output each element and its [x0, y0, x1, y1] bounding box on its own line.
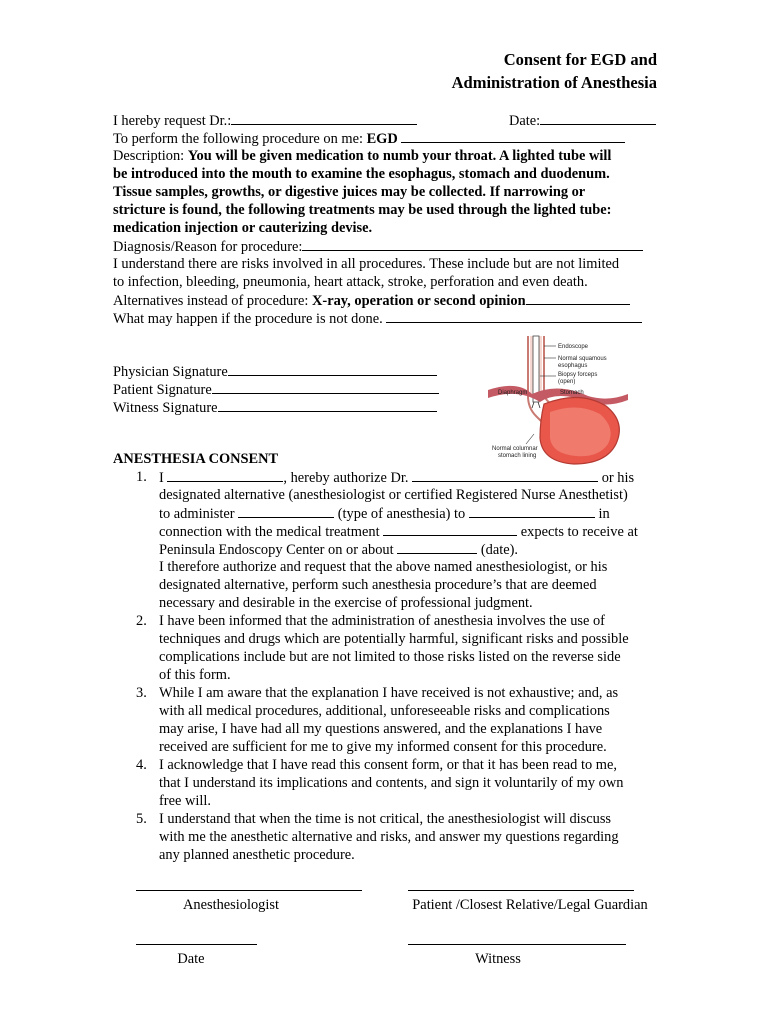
alternatives-value: X-ray, operation or second opinion	[312, 293, 526, 309]
item-1-line-3	[159, 504, 610, 523]
treatment-field[interactable]	[383, 522, 517, 536]
label-endoscope: Endoscope	[558, 344, 589, 350]
date-signature-line[interactable]	[136, 944, 257, 945]
procedure-row	[113, 129, 625, 148]
label-biopsy-1: Biopsy forceps	[558, 372, 598, 378]
description-label: Description:	[113, 148, 185, 164]
label-stomach: Stomach	[560, 390, 584, 396]
patient-signature-field[interactable]	[212, 380, 439, 394]
anesthesia-type-field[interactable]	[238, 504, 334, 518]
title-line-1: Consent for EGD and	[503, 50, 657, 69]
item-1-to-administer: to administer	[159, 506, 235, 522]
treatment-date-field[interactable]	[397, 540, 477, 554]
item-1-line-2: designated alternative (anesthesiologist or certified Registered Nurse Anesthetist)	[159, 487, 628, 503]
label-normal-squamous-1: Normal squamous	[558, 356, 607, 362]
doctor-name-field[interactable]	[231, 111, 417, 125]
item-2-number: 2.	[136, 613, 147, 629]
anesthesia-heading: ANESTHESIA CONSENT	[113, 451, 279, 467]
request-label: I hereby request Dr.:	[113, 113, 232, 129]
item-4-number: 4.	[136, 757, 147, 773]
patient-signature-label: Patient Signature	[113, 382, 212, 398]
item-3-line-1: While I am aware that the explanation I have received is not exhaustive; and, as	[159, 685, 619, 701]
item-1-line-5	[159, 540, 518, 559]
item-1-line-6: I therefore authorize and request that the above named anesthesiologist, or his	[159, 559, 608, 575]
item-5-line-3: any planned anesthetic procedure.	[159, 847, 355, 863]
description-text-1: You will be given medication to numb your throat. A lighted tube will	[187, 148, 612, 164]
item-1-i: I	[159, 470, 164, 486]
not-done-row	[113, 309, 642, 328]
page-title	[452, 48, 657, 94]
title-line-2: Administration of Anesthesia	[451, 73, 657, 92]
item-1-connection: connection with the medical treatment	[159, 524, 380, 540]
label-columnar-1: Normal columnar	[492, 446, 538, 452]
not-done-field[interactable]	[386, 309, 642, 323]
description-text-2: be introduced into the mouth to examine the esophagus, stomach and duodenum.	[113, 166, 610, 182]
diagnosis-field[interactable]	[302, 237, 643, 251]
patient-name-field[interactable]	[167, 468, 283, 482]
alternatives-row	[113, 291, 630, 310]
physician-signature-label: Physician Signature	[113, 364, 228, 380]
description-line-1	[113, 147, 611, 165]
alternatives-label: Alternatives instead of procedure:	[113, 293, 309, 309]
item-1-expects: expects to receive at	[520, 524, 638, 540]
witness-signature-line[interactable]	[408, 944, 626, 945]
risks-line-2: to infection, bleeding, pneumonia, heart attack, stroke, perforation and even death.	[113, 274, 588, 290]
item-2-line-4: of this form.	[159, 667, 231, 683]
label-normal-squamous-2: esophagus	[558, 363, 588, 369]
date-label: Date:	[509, 113, 541, 129]
date-row	[509, 111, 656, 130]
witness-signature-row	[113, 398, 437, 417]
columnar-pointer	[526, 434, 534, 444]
guardian-signature-line[interactable]	[408, 890, 634, 891]
footer-date-label: Date	[177, 951, 205, 967]
item-5-line-2: with me the anesthetic alternative and risks, and answer my questions regarding	[159, 829, 619, 845]
description-text-5: medication injection or cauterizing devise.	[113, 220, 373, 236]
description-text-3: Tissue samples, growths, or digestive juices may be collected. If narrowing or	[113, 184, 586, 200]
item-2-line-2: techniques and drugs which are potentially harmful, significant risks and possible	[159, 631, 629, 647]
not-done-label: What may happen if the procedure is not done.	[113, 311, 383, 327]
description-text-4: stricture is found, the following treatments may be used through the lighted tube:	[113, 202, 612, 218]
diagnosis-row	[113, 237, 643, 256]
item-1-line-8: necessary and desirable in the exercise of professional judgment.	[159, 595, 533, 611]
procedure-label: To perform the following procedure on me:	[113, 131, 363, 147]
item-1-or-his: or his	[601, 470, 635, 486]
endoscopy-illustration	[488, 334, 638, 466]
description-line-2	[113, 165, 610, 183]
alternatives-field[interactable]	[526, 291, 630, 305]
description-line-4	[113, 201, 611, 219]
diagnosis-label: Diagnosis/Reason for procedure:	[113, 239, 303, 255]
item-1-in: in	[598, 506, 610, 522]
label-diaphragm: Diaphragm	[498, 390, 528, 396]
item-3-number: 3.	[136, 685, 147, 701]
item-3-line-4: received are sufficient for me to give my informed consent for this procedure.	[159, 739, 607, 755]
item-1-date: (date).	[480, 542, 518, 558]
item-1-line-1	[159, 468, 634, 487]
biopsy-forceps-icon	[532, 402, 540, 408]
request-row	[113, 111, 417, 130]
description-line-5	[113, 219, 372, 237]
item-1-line-7: designated alternative, perform such anesthesia procedure’s that are deemed	[159, 577, 597, 593]
anesthesiologist-signature-line[interactable]	[136, 890, 362, 891]
patient-signature-row	[113, 380, 439, 399]
anesthesiologist-label: Anesthesiologist	[183, 897, 279, 913]
physician-signature-row	[113, 362, 437, 381]
item-4-line-3: free will.	[159, 793, 211, 809]
item-4-line-2: that I understand its implications and contents, and sign it voluntarily of my own	[159, 775, 624, 791]
item-1-number: 1.	[136, 469, 147, 485]
risks-line-1: I understand there are risks involved in all procedures. These include but are not limited	[113, 256, 620, 272]
label-columnar-2: stomach lining	[498, 453, 537, 459]
item-2-line-1: I have been informed that the administration of anesthesia involves the use of	[159, 613, 605, 629]
description-line-3	[113, 183, 585, 201]
guardian-label: Patient /Closest Relative/Legal Guardian	[412, 897, 648, 913]
footer-witness-label: Witness	[475, 951, 521, 967]
procedure-value: EGD	[366, 131, 398, 147]
item-3-line-2: with all medical procedures, additional, unforeseeable risks and complications	[159, 703, 610, 719]
physician-signature-field[interactable]	[228, 362, 437, 376]
witness-signature-label: Witness Signature	[113, 400, 218, 416]
authorized-doctor-field[interactable]	[412, 468, 598, 482]
witness-signature-field[interactable]	[218, 398, 437, 412]
item-4-line-1: I acknowledge that I have read this consent form, or that it has been read to me,	[159, 757, 617, 773]
item-5-line-1: I understand that when the time is not critical, the anesthesiologist will discuss	[159, 811, 612, 827]
item-1-line-4	[159, 522, 638, 541]
anesthesia-recipient-field[interactable]	[469, 504, 595, 518]
item-1-type-of-anesthesia: (type of anesthesia) to	[337, 506, 466, 522]
item-1-center: Peninsula Endoscopy Center on or about	[159, 542, 394, 558]
item-5-number: 5.	[136, 811, 147, 827]
item-2-line-3: complications include but are not limited to those risks listed on the reverse side	[159, 649, 621, 665]
item-1-authorize: , hereby authorize Dr.	[283, 470, 409, 486]
procedure-field[interactable]	[401, 129, 625, 143]
date-field[interactable]	[540, 111, 656, 125]
item-3-line-3: may arise, I have had all my questions answered, and the explanations I have	[159, 721, 603, 737]
label-biopsy-2: (open)	[558, 379, 576, 385]
